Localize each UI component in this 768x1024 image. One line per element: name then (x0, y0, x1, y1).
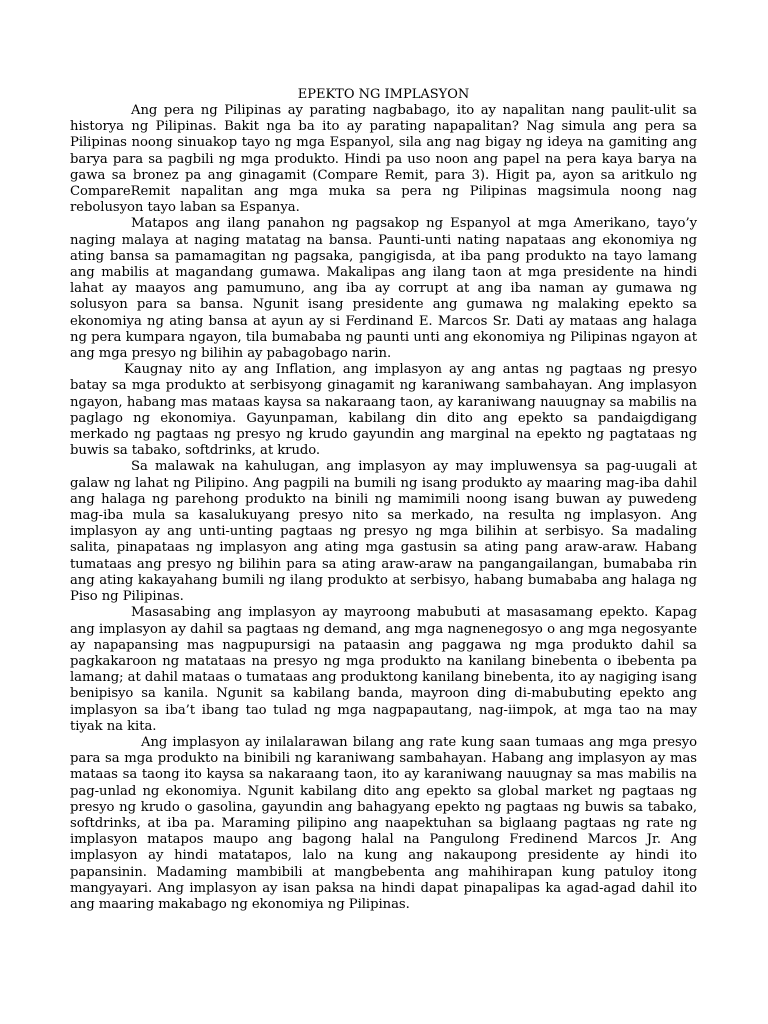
paragraph-1: Ang pera ng Pilipinas ay parating nagbabago, ito ay napalitan nang paulit-ulit sa historya ng Pilipinas. Bakit nga ba ito ay parating napapalitan? Nag simula ang pera sa Pilipinas noong sinuakop tayo ng mga Espanyol, sila ang nag bigay ng ideya na gamiting ang barya para sa pagbili ng mga produkto. Hindi pa uso noon ang papel na pera kaya barya na gawa sa bronez pa ang ginagamit (Compare Remit, para 3). Higit pa, ayon sa aritkulo ng CompareRemit napalitan ang mga muka sa pera ng Pilipinas magsimula noong nag rebolusyon tayo laban sa Espanya. (70, 103, 697, 216)
paragraph-2: Matapos ang ilang panahon ng pagsakop ng Espanyol at mga Amerikano, tayo’y naging malaya at naging matatag na bansa. Paunti-unti nating napataas ang ekonomiya ng ating bansa sa pamamagitan ng pagsaka, pangigisda, at iba pang produkto na tayo lamang ang mabilis at magandang gumawa. Makalipas ang ilang taon at mga presidente na hindi lahat ay maayos ang pamumuno, ang iba ay corrupt at ang iba naman ay gumawa ng solusyon para sa bansa. Ngunit isang presidente ang gumawa ng malaking epekto sa ekonomiya ng ating bansa at ayun ay si Ferdinand E. Marcos Sr. Dati ay mataas ang halaga ng pera kumpara ngayon, tila bumababa ng paunti unti ang ekonomiya ng Pilipinas ngayon at ang mga presyo ng bilihin ay pabagobago narin. (70, 216, 697, 362)
paragraph-6: Ang implasyon ay inilalarawan bilang ang rate kung saan tumaas ang mga presyo para sa mga produkto na binibili ng karaniwang sambahayan. Habang ang implasyon ay mas mataas sa taong ito kaysa sa nakaraang taon, ito ay karaniwang nauugnay sa mas mabilis na pag-unlad ng ekonomiya. Ngunit kabilang dito ang epekto sa global market ng pagtaas ng presyo ng krudo o gasolina, gayundin ang bahagyang epekto ng pagtaas ng buwis sa tabako, softdrinks, at iba pa. Maraming pilipino ang naapektuhan sa biglaang pagtaas ng rate ng implasyon matapos maupo ang bagong halal na Pangulong Fredinend Marcos Jr. Ang implasyon ay hindi matatapos, lalo na kung ang nakaupong presidente ay hindi ito papansinin. Madaming mambibili at mangbebenta ang mahihirapan kung patuloy itong mangyayari. Ang implasyon ay isan paksa na hindi dapat pinapalipas ka agad-agad dahil ito ang maaring makabago ng ekonomiya ng Pilipinas. (70, 734, 697, 912)
paragraph-3: Kaugnay nito ay ang Inflation, ang implasyon ay ang antas ng pagtaas ng presyo batay sa mga produkto at serbisyong ginagamit ng karaniwang sambahayan. Ang implasyon ngayon, habang mas mataas kaysa sa nakaraang taon, ay karaniwang nauugnay sa mabilis na paglago ng ekonomiya. Gayunpaman, kabilang din dito ang epekto sa pandaigdigang merkado ng pagtaas ng presyo ng krudo gayundin ang marginal na epekto ng pagtataas ng buwis sa tabako, softdrinks, at krudo. (70, 362, 697, 459)
paragraph-5: Masasabing ang implasyon ay mayroong mabubuti at masasamang epekto. Kapag ang implasyon ay dahil sa pagtaas ng demand, ang mga nagnenegosyo o ang mga negosyante ay napapansing mas nagpupursigi na pataasin ang paggawa ng mga produkto dahil sa pagkakaroon ng matataas na presyo ng mga produkto na kanilang binebenta o ibebenta pa lamang; at dahil mataas o tumataas ang produktong kanilang binebenta, ito ay nagiging isang benipisyo sa kanila. Ngunit sa kabilang banda, mayroon ding di-mabubuting epekto ang implasyon sa iba’t ibang tao tulad ng mga nagpapautang, nag-iimpok, at mga tao na may tiyak na kita. (70, 605, 697, 734)
paragraph-4: Sa malawak na kahulugan, ang implasyon ay may impluwensya sa pag-uugali at galaw ng lahat ng Pilipino. Ang pagpili na bumili ng isang produkto ay maaring mag-iba dahil ang halaga ng parehong produkto na binili ng mamimili noong isang buwan ay puwedeng mag-iba mula sa kasalukuyang presyo nito sa merkado, na resulta ng implasyon. Ang implasyon ay ang unti-unting pagtaas ng presyo ng mga bilihin at serbisyo. Sa madaling salita, pinapataas ng implasyon ang ating mga gastusin sa ating pang araw-araw. Habang tumataas ang presyo ng bilihin para sa ating araw-araw na pangangailangan, bumababa rin ang ating kakayahang bumili ng ilang produkto at serbisyo, habang bumababa ang halaga ng Piso ng Pilipinas. (70, 459, 697, 605)
document-title: EPEKTO NG IMPLASYON (297, 87, 470, 102)
